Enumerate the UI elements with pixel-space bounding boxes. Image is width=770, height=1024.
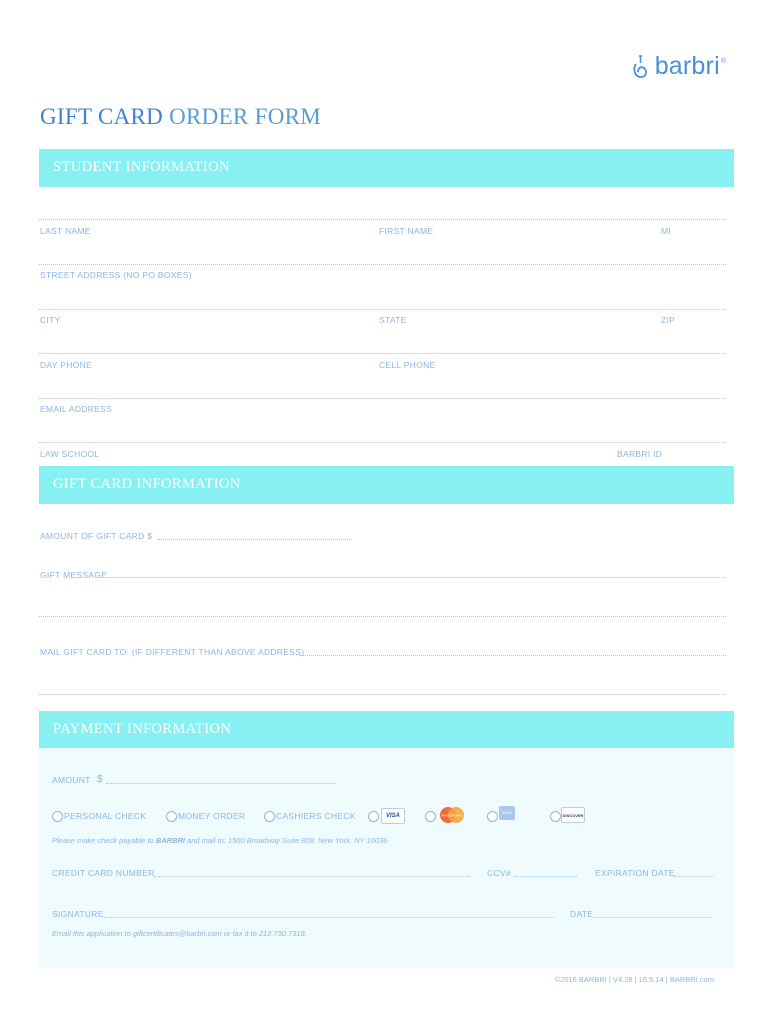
phone-line[interactable] xyxy=(39,353,726,354)
mastercard-icon xyxy=(438,806,466,824)
currency-symbol: $ xyxy=(97,774,103,785)
title-rest: ORDER FORM xyxy=(169,104,322,129)
state-label: STATE xyxy=(379,315,407,325)
mail-to-label: MAIL GIFT CARD TO: (IF DIFFERENT THAN ABOVE ADDRESS) xyxy=(40,647,305,657)
gift-header-label: GIFT CARD INFORMATION xyxy=(53,476,241,492)
signature-line[interactable] xyxy=(104,917,554,918)
check-payable-note xyxy=(52,836,387,845)
payment-amount-line[interactable] xyxy=(106,783,336,784)
page-title xyxy=(40,104,321,130)
name-line[interactable] xyxy=(39,219,726,220)
email-line[interactable] xyxy=(39,398,726,399)
mail-to-line[interactable] xyxy=(300,655,726,656)
check-note-address: 1500 Broadway Suite 808, New York, NY 10036 xyxy=(227,836,388,845)
mail-to-line-2[interactable] xyxy=(39,694,726,695)
registered-mark: ® xyxy=(720,58,726,65)
gift-message-label: GIFT MESSAGE xyxy=(40,570,108,580)
first-name-label: FIRST NAME xyxy=(379,226,434,236)
street-line[interactable] xyxy=(39,264,726,265)
mastercard-radio[interactable] xyxy=(425,811,436,822)
email-application-note: Email this application to giftcertificates@barbri.com or fax it to 212.730.7318. xyxy=(52,929,307,938)
payment-header-label: PAYMENT INFORMATION xyxy=(53,721,232,737)
payment-section-header xyxy=(39,711,734,749)
visa-card-icon xyxy=(381,808,405,824)
email-label: EMAIL ADDRESS xyxy=(40,404,113,414)
check-note-mid: and mail to: xyxy=(184,836,228,845)
visa-card-text: VISA xyxy=(385,813,400,819)
zip-label: ZIP xyxy=(661,315,676,325)
gift-section-header xyxy=(39,466,734,504)
money-order-label: MONEY ORDER xyxy=(178,811,246,821)
credit-card-number-label: CREDIT CARD NUMBER xyxy=(52,868,155,878)
date-label: DATE xyxy=(570,909,594,919)
gift-amount-label: AMOUNT OF GIFT CARD $ xyxy=(40,531,153,541)
money-order-radio[interactable] xyxy=(166,811,177,822)
ccv-line[interactable] xyxy=(514,876,577,877)
credit-card-number-line[interactable] xyxy=(154,876,470,877)
logo-text: barbri xyxy=(654,52,720,80)
date-line[interactable] xyxy=(594,917,712,918)
mastercard-text: MASTERCARD xyxy=(441,813,463,818)
footer-version: ©2016 BARBRI | V4.28 | 16.5.14 | BARBRI.com xyxy=(554,975,714,984)
barbri-logo xyxy=(631,52,726,81)
check-note-prefix: Please make check payable to xyxy=(52,836,156,845)
gift-message-line-2[interactable] xyxy=(39,616,726,617)
city-line[interactable] xyxy=(39,309,726,310)
amex-card-icon xyxy=(499,806,515,820)
student-section-header xyxy=(39,149,734,187)
student-header-label: STUDENT INFORMATION xyxy=(53,159,230,175)
personal-check-radio[interactable] xyxy=(52,811,63,822)
barbri-logo-icon xyxy=(631,54,651,80)
discover-card-icon xyxy=(561,807,585,823)
personal-check-label: PERSONAL CHECK xyxy=(64,811,147,821)
school-line[interactable] xyxy=(39,442,726,443)
gift-message-line[interactable] xyxy=(108,577,726,578)
visa-radio[interactable] xyxy=(368,811,379,822)
title-bold: GIFT CARD xyxy=(40,104,164,129)
cashiers-check-label: CASHIERS CHECK xyxy=(276,811,356,821)
street-label: STREET ADDRESS (NO PO BOXES) xyxy=(40,270,192,280)
city-label: CITY xyxy=(40,315,61,325)
day-phone-label: DAY PHONE xyxy=(40,360,92,370)
payment-amount-label: AMOUNT xyxy=(52,775,91,785)
cashiers-check-radio[interactable] xyxy=(264,811,275,822)
law-school-label: LAW SCHOOL xyxy=(40,449,100,459)
discover-radio[interactable] xyxy=(550,811,561,822)
amex-radio[interactable] xyxy=(487,811,498,822)
last-name-label: LAST NAME xyxy=(40,226,91,236)
ccv-label: CCV# xyxy=(487,868,511,878)
mi-label: MI xyxy=(661,226,672,236)
check-note-payee: BARBRI xyxy=(155,836,185,845)
gift-amount-line[interactable] xyxy=(158,539,352,540)
expiration-line[interactable] xyxy=(674,876,714,877)
barbri-id-label: BARBRI ID xyxy=(617,449,663,459)
expiration-label: EXPIRATION DATE xyxy=(595,868,675,878)
amex-card-text: AMEX xyxy=(502,811,512,815)
discover-card-text: DISCOVER xyxy=(562,812,584,818)
signature-label: SIGNATURE xyxy=(52,909,104,919)
cell-phone-label: CELL PHONE xyxy=(379,360,436,370)
